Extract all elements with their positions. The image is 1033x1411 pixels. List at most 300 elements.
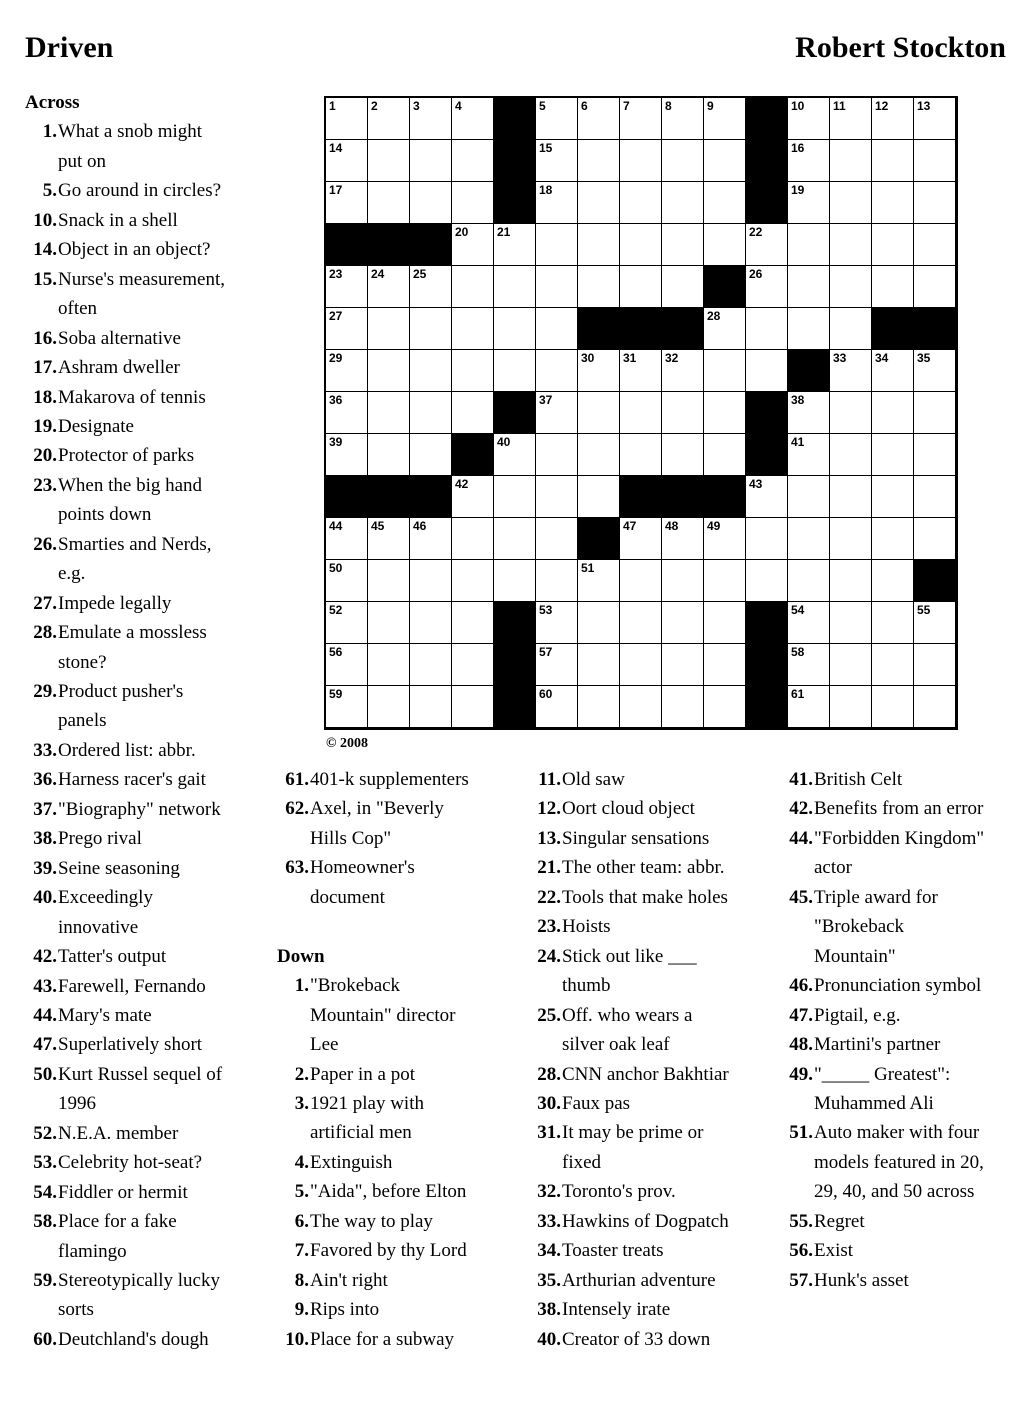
grid-cell[interactable] xyxy=(368,266,410,308)
clue-text: Oort cloud object xyxy=(562,798,695,820)
grid-cell[interactable] xyxy=(326,266,368,308)
grid-black-square xyxy=(494,686,536,728)
grid-cell[interactable] xyxy=(914,602,956,644)
grid-cell[interactable] xyxy=(536,140,578,182)
grid-cell[interactable] xyxy=(536,98,578,140)
clue-text: models featured in 20, xyxy=(814,1151,984,1173)
grid-cell[interactable] xyxy=(536,602,578,644)
grid-cell[interactable] xyxy=(662,602,704,644)
grid-cell[interactable] xyxy=(914,98,956,140)
clue-number: 62. xyxy=(285,798,309,820)
grid-cell[interactable] xyxy=(368,686,410,728)
grid-cell[interactable] xyxy=(830,140,872,182)
grid-cell[interactable] xyxy=(872,350,914,392)
grid-cell[interactable] xyxy=(326,350,368,392)
grid-cell[interactable] xyxy=(536,224,578,266)
grid-cell[interactable] xyxy=(914,140,956,182)
clue-text: panels xyxy=(58,710,107,732)
grid-cell[interactable] xyxy=(452,560,494,602)
grid-cell[interactable] xyxy=(452,140,494,182)
grid-cell[interactable] xyxy=(410,434,452,476)
clue-number: 10. xyxy=(33,209,57,231)
grid-clue-number: 39 xyxy=(329,435,343,449)
grid-cell[interactable] xyxy=(872,434,914,476)
grid-cell[interactable] xyxy=(662,518,704,560)
grid-cell[interactable] xyxy=(788,266,830,308)
grid-cell[interactable] xyxy=(830,308,872,350)
grid-cell[interactable] xyxy=(788,518,830,560)
clue-text: The way to play xyxy=(310,1210,433,1232)
grid-cell[interactable] xyxy=(914,182,956,224)
clue-text: flamingo xyxy=(58,1240,127,1262)
grid-cell[interactable] xyxy=(830,392,872,434)
grid-cell[interactable] xyxy=(662,392,704,434)
grid-cell[interactable] xyxy=(536,266,578,308)
grid-cell[interactable] xyxy=(536,560,578,602)
clue-number: 46. xyxy=(789,975,813,997)
grid-cell[interactable] xyxy=(704,224,746,266)
clue-text: Superlatively short xyxy=(58,1034,203,1056)
grid-cell[interactable] xyxy=(704,308,746,350)
grid-cell[interactable] xyxy=(452,308,494,350)
grid-cell[interactable] xyxy=(872,476,914,518)
grid-cell[interactable] xyxy=(704,434,746,476)
grid-cell[interactable] xyxy=(410,182,452,224)
grid-clue-number: 46 xyxy=(413,519,427,533)
grid-black-square xyxy=(368,224,410,266)
clue-text: Toaster treats xyxy=(562,1240,664,1262)
grid-cell[interactable] xyxy=(452,224,494,266)
grid-cell[interactable] xyxy=(410,686,452,728)
grid-cell[interactable] xyxy=(662,98,704,140)
grid-cell[interactable] xyxy=(704,392,746,434)
clue-number: 44. xyxy=(789,827,813,849)
grid-cell[interactable] xyxy=(326,182,368,224)
grid-cell[interactable] xyxy=(620,98,662,140)
clue-text: Singular sensations xyxy=(562,827,710,849)
grid-cell[interactable] xyxy=(410,350,452,392)
grid-cell[interactable] xyxy=(578,98,620,140)
grid-cell[interactable] xyxy=(620,686,662,728)
grid-cell[interactable] xyxy=(704,518,746,560)
grid-cell[interactable] xyxy=(914,224,956,266)
grid-cell[interactable] xyxy=(830,476,872,518)
grid-cell[interactable] xyxy=(620,560,662,602)
clue-number: 22. xyxy=(537,886,561,908)
grid-clue-number: 12 xyxy=(875,99,889,113)
clue-number: 2. xyxy=(294,1063,309,1085)
grid-cell[interactable] xyxy=(830,434,872,476)
clue-number: 32. xyxy=(537,1181,561,1203)
grid-cell[interactable] xyxy=(452,476,494,518)
clue-text: Rips into xyxy=(310,1299,380,1321)
grid-cell[interactable] xyxy=(788,560,830,602)
grid-cell[interactable] xyxy=(914,392,956,434)
clue-text: Faux pas xyxy=(562,1092,631,1114)
grid-black-square xyxy=(704,266,746,308)
clue-number: 36. xyxy=(33,769,57,791)
grid-cell[interactable] xyxy=(788,140,830,182)
grid-clue-number: 53 xyxy=(539,603,553,617)
grid-black-square xyxy=(746,182,788,224)
grid-cell[interactable] xyxy=(788,686,830,728)
grid-cell[interactable] xyxy=(704,644,746,686)
grid-cell[interactable] xyxy=(326,518,368,560)
grid-cell[interactable] xyxy=(704,350,746,392)
clue-number: 29. xyxy=(33,681,57,702)
grid-cell[interactable] xyxy=(410,266,452,308)
clue-text: actor xyxy=(814,857,852,879)
grid-cell[interactable] xyxy=(872,686,914,728)
grid-cell[interactable] xyxy=(578,224,620,266)
clue-text: 401-k supplementers xyxy=(310,769,469,790)
clue-number: 15. xyxy=(33,268,57,290)
grid-cell[interactable] xyxy=(872,560,914,602)
grid-clue-number: 52 xyxy=(329,603,343,617)
grid-cell[interactable] xyxy=(494,308,536,350)
grid-cell[interactable] xyxy=(914,434,956,476)
clue-text: Emulate a mossless xyxy=(58,622,207,644)
grid-clue-number: 50 xyxy=(329,561,343,575)
clue-text: points down xyxy=(58,504,152,526)
grid-cell[interactable] xyxy=(410,602,452,644)
grid-cell[interactable] xyxy=(662,644,704,686)
grid-clue-number: 23 xyxy=(329,267,343,281)
grid-cell[interactable] xyxy=(578,686,620,728)
grid-cell[interactable] xyxy=(746,350,788,392)
grid-cell[interactable] xyxy=(620,602,662,644)
clue-text: When the big hand xyxy=(58,474,203,496)
grid-cell[interactable] xyxy=(326,434,368,476)
clue-text: document xyxy=(310,886,385,908)
grid-cell[interactable] xyxy=(452,98,494,140)
clue-text: silver oak leaf xyxy=(562,1034,670,1056)
grid-cell[interactable] xyxy=(872,140,914,182)
grid-cell[interactable] xyxy=(536,476,578,518)
clue-number: 24. xyxy=(537,945,561,967)
grid-cell[interactable] xyxy=(872,518,914,560)
clue-number: 49. xyxy=(789,1063,813,1085)
grid-cell[interactable] xyxy=(746,476,788,518)
grid-clue-number: 56 xyxy=(329,645,343,659)
across-heading: Across xyxy=(25,92,80,113)
grid-cell[interactable] xyxy=(746,560,788,602)
grid-cell[interactable] xyxy=(410,98,452,140)
grid-cell[interactable] xyxy=(704,560,746,602)
grid-cell[interactable] xyxy=(746,224,788,266)
grid-cell[interactable] xyxy=(704,686,746,728)
grid-cell[interactable] xyxy=(452,392,494,434)
clue-text: Stick out like ___ xyxy=(562,945,697,967)
grid-clue-number: 30 xyxy=(581,351,595,365)
grid-cell[interactable] xyxy=(704,98,746,140)
clue-text: The other team: abbr. xyxy=(562,857,725,879)
grid-cell[interactable] xyxy=(620,182,662,224)
clue-text: N.E.A. member xyxy=(58,1122,179,1144)
grid-cell[interactable] xyxy=(494,476,536,518)
clue-text: Muhammed Ali xyxy=(814,1092,934,1114)
clue-text: Mountain" xyxy=(814,945,896,967)
grid-clue-number: 37 xyxy=(539,393,553,407)
grid-black-square xyxy=(662,476,704,518)
grid-clue-number: 8 xyxy=(665,99,672,113)
grid-cell[interactable] xyxy=(662,434,704,476)
grid-cell[interactable] xyxy=(410,140,452,182)
grid-cell[interactable] xyxy=(620,266,662,308)
grid-cell[interactable] xyxy=(662,140,704,182)
grid-cell[interactable] xyxy=(368,350,410,392)
grid-cell[interactable] xyxy=(368,182,410,224)
grid-cell[interactable] xyxy=(536,182,578,224)
grid-cell[interactable] xyxy=(452,644,494,686)
grid-cell[interactable] xyxy=(914,350,956,392)
grid-cell[interactable] xyxy=(536,392,578,434)
grid-cell[interactable] xyxy=(620,350,662,392)
grid-cell[interactable] xyxy=(914,686,956,728)
grid-cell[interactable] xyxy=(368,560,410,602)
grid-cell[interactable] xyxy=(830,560,872,602)
grid-cell[interactable] xyxy=(536,518,578,560)
clue-number: 23. xyxy=(537,916,561,938)
clue-text: put on xyxy=(58,150,107,172)
clue-text: Tatter's output xyxy=(58,946,167,968)
grid-black-square xyxy=(326,224,368,266)
crossword-grid xyxy=(324,96,958,730)
clue-number: 51. xyxy=(789,1122,813,1144)
clue-number: 34. xyxy=(537,1240,561,1262)
grid-cell[interactable] xyxy=(536,686,578,728)
clue-number: 53. xyxy=(33,1152,57,1174)
grid-cell[interactable] xyxy=(452,182,494,224)
grid-cell[interactable] xyxy=(788,98,830,140)
grid-black-square xyxy=(914,308,956,350)
grid-cell[interactable] xyxy=(788,476,830,518)
clue-text: stone? xyxy=(58,651,107,673)
grid-cell[interactable] xyxy=(620,140,662,182)
grid-clue-number: 48 xyxy=(665,519,679,533)
grid-cell[interactable] xyxy=(410,392,452,434)
grid-cell[interactable] xyxy=(578,182,620,224)
clue-text: Impede legally xyxy=(58,592,172,614)
grid-clue-number: 57 xyxy=(539,645,553,659)
clue-text: Celebrity hot-seat? xyxy=(58,1152,203,1174)
grid-cell[interactable] xyxy=(494,434,536,476)
copyright-notice: © 2008 xyxy=(326,736,368,751)
clue-text: Creator of 33 down xyxy=(562,1328,711,1350)
grid-cell[interactable] xyxy=(830,224,872,266)
grid-cell[interactable] xyxy=(914,644,956,686)
grid-cell[interactable] xyxy=(368,518,410,560)
grid-cell[interactable] xyxy=(452,602,494,644)
grid-cell[interactable] xyxy=(788,602,830,644)
grid-cell[interactable] xyxy=(326,140,368,182)
grid-cell[interactable] xyxy=(662,224,704,266)
clue-text: Axel, in "Beverly xyxy=(310,798,444,820)
grid-cell[interactable] xyxy=(788,308,830,350)
grid-cell[interactable] xyxy=(326,560,368,602)
grid-cell[interactable] xyxy=(452,686,494,728)
grid-cell[interactable] xyxy=(830,644,872,686)
clue-number: 50. xyxy=(33,1063,57,1085)
grid-cell[interactable] xyxy=(620,518,662,560)
grid-cell[interactable] xyxy=(620,644,662,686)
clue-text: "Forbidden Kingdom" xyxy=(814,827,985,849)
grid-cell[interactable] xyxy=(494,518,536,560)
grid-black-square xyxy=(620,476,662,518)
grid-cell[interactable] xyxy=(410,518,452,560)
grid-cell[interactable] xyxy=(830,686,872,728)
grid-cell[interactable] xyxy=(578,350,620,392)
grid-clue-number: 11 xyxy=(833,99,846,113)
grid-cell[interactable] xyxy=(914,266,956,308)
grid-cell[interactable] xyxy=(704,140,746,182)
clue-text: 1996 xyxy=(58,1093,96,1115)
grid-cell[interactable] xyxy=(452,518,494,560)
grid-cell[interactable] xyxy=(704,602,746,644)
grid-cell[interactable] xyxy=(452,350,494,392)
grid-cell[interactable] xyxy=(326,98,368,140)
grid-clue-number: 10 xyxy=(791,99,805,113)
grid-clue-number: 60 xyxy=(539,687,553,701)
grid-cell[interactable] xyxy=(872,392,914,434)
grid-black-square xyxy=(494,140,536,182)
grid-cell[interactable] xyxy=(494,350,536,392)
grid-cell[interactable] xyxy=(578,602,620,644)
clue-text: Place for a subway xyxy=(310,1328,455,1350)
clue-text: "Biography" network xyxy=(58,798,221,820)
grid-cell[interactable] xyxy=(830,98,872,140)
grid-cell[interactable] xyxy=(326,686,368,728)
grid-cell[interactable] xyxy=(494,560,536,602)
grid-cell[interactable] xyxy=(578,476,620,518)
grid-cell[interactable] xyxy=(494,224,536,266)
clue-number: 35. xyxy=(537,1269,561,1291)
clue-number: 38. xyxy=(537,1299,561,1321)
grid-black-square xyxy=(494,182,536,224)
grid-black-square xyxy=(578,308,620,350)
grid-cell[interactable] xyxy=(872,602,914,644)
grid-cell[interactable] xyxy=(368,308,410,350)
grid-cell[interactable] xyxy=(326,308,368,350)
grid-cell[interactable] xyxy=(536,434,578,476)
grid-cell[interactable] xyxy=(788,182,830,224)
clue-text: Seine seasoning xyxy=(58,857,180,879)
clue-number: 11. xyxy=(538,769,561,790)
grid-clue-number: 51 xyxy=(581,561,595,575)
grid-cell[interactable] xyxy=(452,266,494,308)
grid-cell[interactable] xyxy=(662,266,704,308)
clue-text: It may be prime or xyxy=(562,1122,704,1144)
grid-cell[interactable] xyxy=(578,392,620,434)
grid-cell[interactable] xyxy=(578,560,620,602)
clue-number: 43. xyxy=(33,975,57,997)
grid-black-square xyxy=(788,350,830,392)
clue-text: Pigtail, e.g. xyxy=(814,1004,901,1026)
grid-cell[interactable] xyxy=(368,602,410,644)
grid-cell[interactable] xyxy=(410,560,452,602)
grid-cell[interactable] xyxy=(914,518,956,560)
grid-cell[interactable] xyxy=(410,644,452,686)
grid-cell[interactable] xyxy=(872,266,914,308)
grid-cell[interactable] xyxy=(578,266,620,308)
clue-text: Benefits from an error xyxy=(814,798,984,820)
grid-cell[interactable] xyxy=(914,476,956,518)
grid-cell[interactable] xyxy=(368,392,410,434)
clue-text: Regret xyxy=(814,1210,865,1232)
grid-clue-number: 38 xyxy=(791,393,805,407)
clue-number: 54. xyxy=(33,1181,57,1203)
clue-number: 58. xyxy=(33,1211,57,1233)
grid-cell[interactable] xyxy=(830,350,872,392)
grid-cell[interactable] xyxy=(662,182,704,224)
grid-cell[interactable] xyxy=(494,266,536,308)
grid-cell[interactable] xyxy=(872,224,914,266)
clue-text: Off. who wears a xyxy=(562,1004,693,1026)
grid-cell[interactable] xyxy=(578,140,620,182)
grid-clue-number: 36 xyxy=(329,393,343,407)
grid-cell[interactable] xyxy=(620,392,662,434)
grid-cell[interactable] xyxy=(368,434,410,476)
grid-black-square xyxy=(620,308,662,350)
grid-cell[interactable] xyxy=(662,560,704,602)
grid-cell[interactable] xyxy=(536,644,578,686)
grid-cell[interactable] xyxy=(830,518,872,560)
grid-cell[interactable] xyxy=(368,644,410,686)
grid-cell[interactable] xyxy=(704,182,746,224)
grid-cell[interactable] xyxy=(410,308,452,350)
grid-cell[interactable] xyxy=(830,602,872,644)
grid-cell[interactable] xyxy=(746,518,788,560)
clue-number: 60. xyxy=(33,1328,57,1350)
grid-cell[interactable] xyxy=(788,434,830,476)
clue-text: What a snob might xyxy=(58,121,203,143)
grid-cell[interactable] xyxy=(536,308,578,350)
grid-cell[interactable] xyxy=(326,602,368,644)
grid-cell[interactable] xyxy=(536,350,578,392)
grid-clue-number: 29 xyxy=(329,351,343,365)
grid-cell[interactable] xyxy=(788,392,830,434)
clue-text: Mary's mate xyxy=(58,1004,152,1026)
clue-text: Stereotypically lucky xyxy=(58,1270,220,1291)
grid-cell[interactable] xyxy=(872,182,914,224)
grid-cell[interactable] xyxy=(578,434,620,476)
grid-clue-number: 40 xyxy=(497,435,511,449)
grid-cell[interactable] xyxy=(578,644,620,686)
grid-cell[interactable] xyxy=(872,644,914,686)
grid-cell[interactable] xyxy=(746,308,788,350)
grid-cell[interactable] xyxy=(620,434,662,476)
grid-cell[interactable] xyxy=(788,644,830,686)
grid-cell[interactable] xyxy=(368,98,410,140)
grid-cell[interactable] xyxy=(788,224,830,266)
grid-cell[interactable] xyxy=(662,350,704,392)
grid-cell[interactable] xyxy=(368,140,410,182)
clue-text: Designate xyxy=(58,415,134,437)
grid-cell[interactable] xyxy=(662,686,704,728)
grid-cell[interactable] xyxy=(830,266,872,308)
grid-black-square xyxy=(494,644,536,686)
grid-cell[interactable] xyxy=(830,182,872,224)
clue-text: Ashram dweller xyxy=(58,357,180,379)
puzzle-author: Robert Stockton xyxy=(795,31,1006,64)
grid-clue-number: 5 xyxy=(539,99,546,113)
grid-cell[interactable] xyxy=(872,98,914,140)
grid-cell[interactable] xyxy=(620,224,662,266)
grid-cell[interactable] xyxy=(326,644,368,686)
grid-cell[interactable] xyxy=(746,266,788,308)
grid-clue-number: 4 xyxy=(455,99,462,113)
grid-cell[interactable] xyxy=(326,392,368,434)
